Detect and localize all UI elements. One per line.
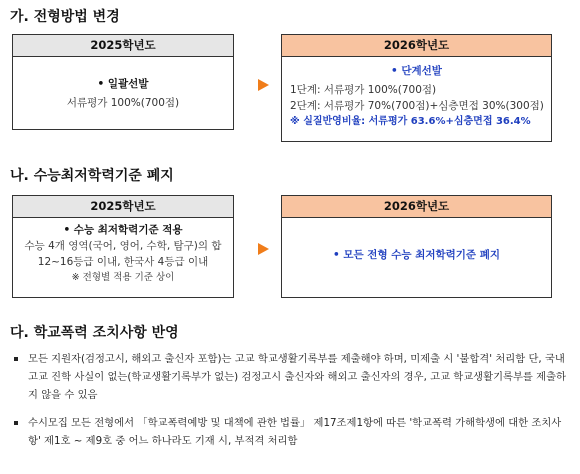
csat-line-2: 12~16등급 이내, 한국사 4등급 이내 [37,256,209,268]
arrow-right-icon [258,243,269,255]
section-title-method: 가. 전형방법 변경 [10,9,120,25]
method-title-2025: • 일괄선발 [97,78,149,90]
bullet-icon [14,421,18,425]
box-header-2026: 2026학년도 [282,35,551,57]
box-body-2026-csat [282,218,551,263]
box-2025-method [12,34,234,130]
box-header-2025: 2025학년도 [13,35,233,57]
method-line-stage2: 2단계: 서류평가 70%(700점)+심층면접 30%(300점) [290,100,544,112]
method-line-stage1: 1단계: 서류평가 100%(700점) [290,84,437,96]
method-note-ratio: ※ 실질반영비율: 서류평가 63.6%+심층면접 36.4% [290,116,531,127]
section-title-violence: 다. 학교폭력 조치사항 반영 [10,325,179,341]
box-body-2025 [13,57,233,111]
bullet-icon [14,357,18,361]
section-title-csat: 나. 수능최저학력기준 폐지 [10,168,174,184]
box-2026-csat [281,195,552,298]
method-line-2025: 서류평가 100%(700점) [66,97,180,109]
bullet-text: 수시모집 모든 전형에서 「학교폭력예방 및 대책에 관한 법률」 제17조제1항에 따른 '학교폭력 가해학생에 대한 조치사항' 제1호 ~ 제9호 중 어느 하나라도 기재 시, 부적격 처리함 [28,417,562,447]
csat-title-2025: • 수능 최저학력기준 적용 [63,224,183,236]
box-body-2025-csat [13,218,233,286]
box-body-2026 [282,57,551,130]
box-header-2025-csat: 2025학년도 [13,196,233,218]
csat-note: ※ 전형별 적용 기준 상이 [71,272,175,283]
box-header-2026-csat: 2026학년도 [282,196,551,218]
method-title-2026: • 단계선발 [391,65,442,77]
csat-line-1: 수능 4개 영역(국어, 영어, 수학, 탐구)의 합 [24,240,222,252]
list-item [14,414,570,450]
csat-title-2026: • 모든 전형 수능 최저학력기준 폐지 [333,249,500,261]
bullet-text: 모든 지원자(검정고시, 해외고 출신자 포함)는 고교 학교생활기록부를 제출해야 하며, 미제출 시 '불합격' 처리함 단, 국내 고교 진학 사실이 없는(학교생활기록부가 없는) 검정고시 출신자와 해외고 출신자의 경우, 고교 학교생활기록부를 제출하지 않을 수 있음 [28,353,566,401]
list-item [14,350,570,404]
box-2026-method [281,34,552,142]
arrow-right-icon [258,79,269,91]
box-2025-csat [12,195,234,298]
